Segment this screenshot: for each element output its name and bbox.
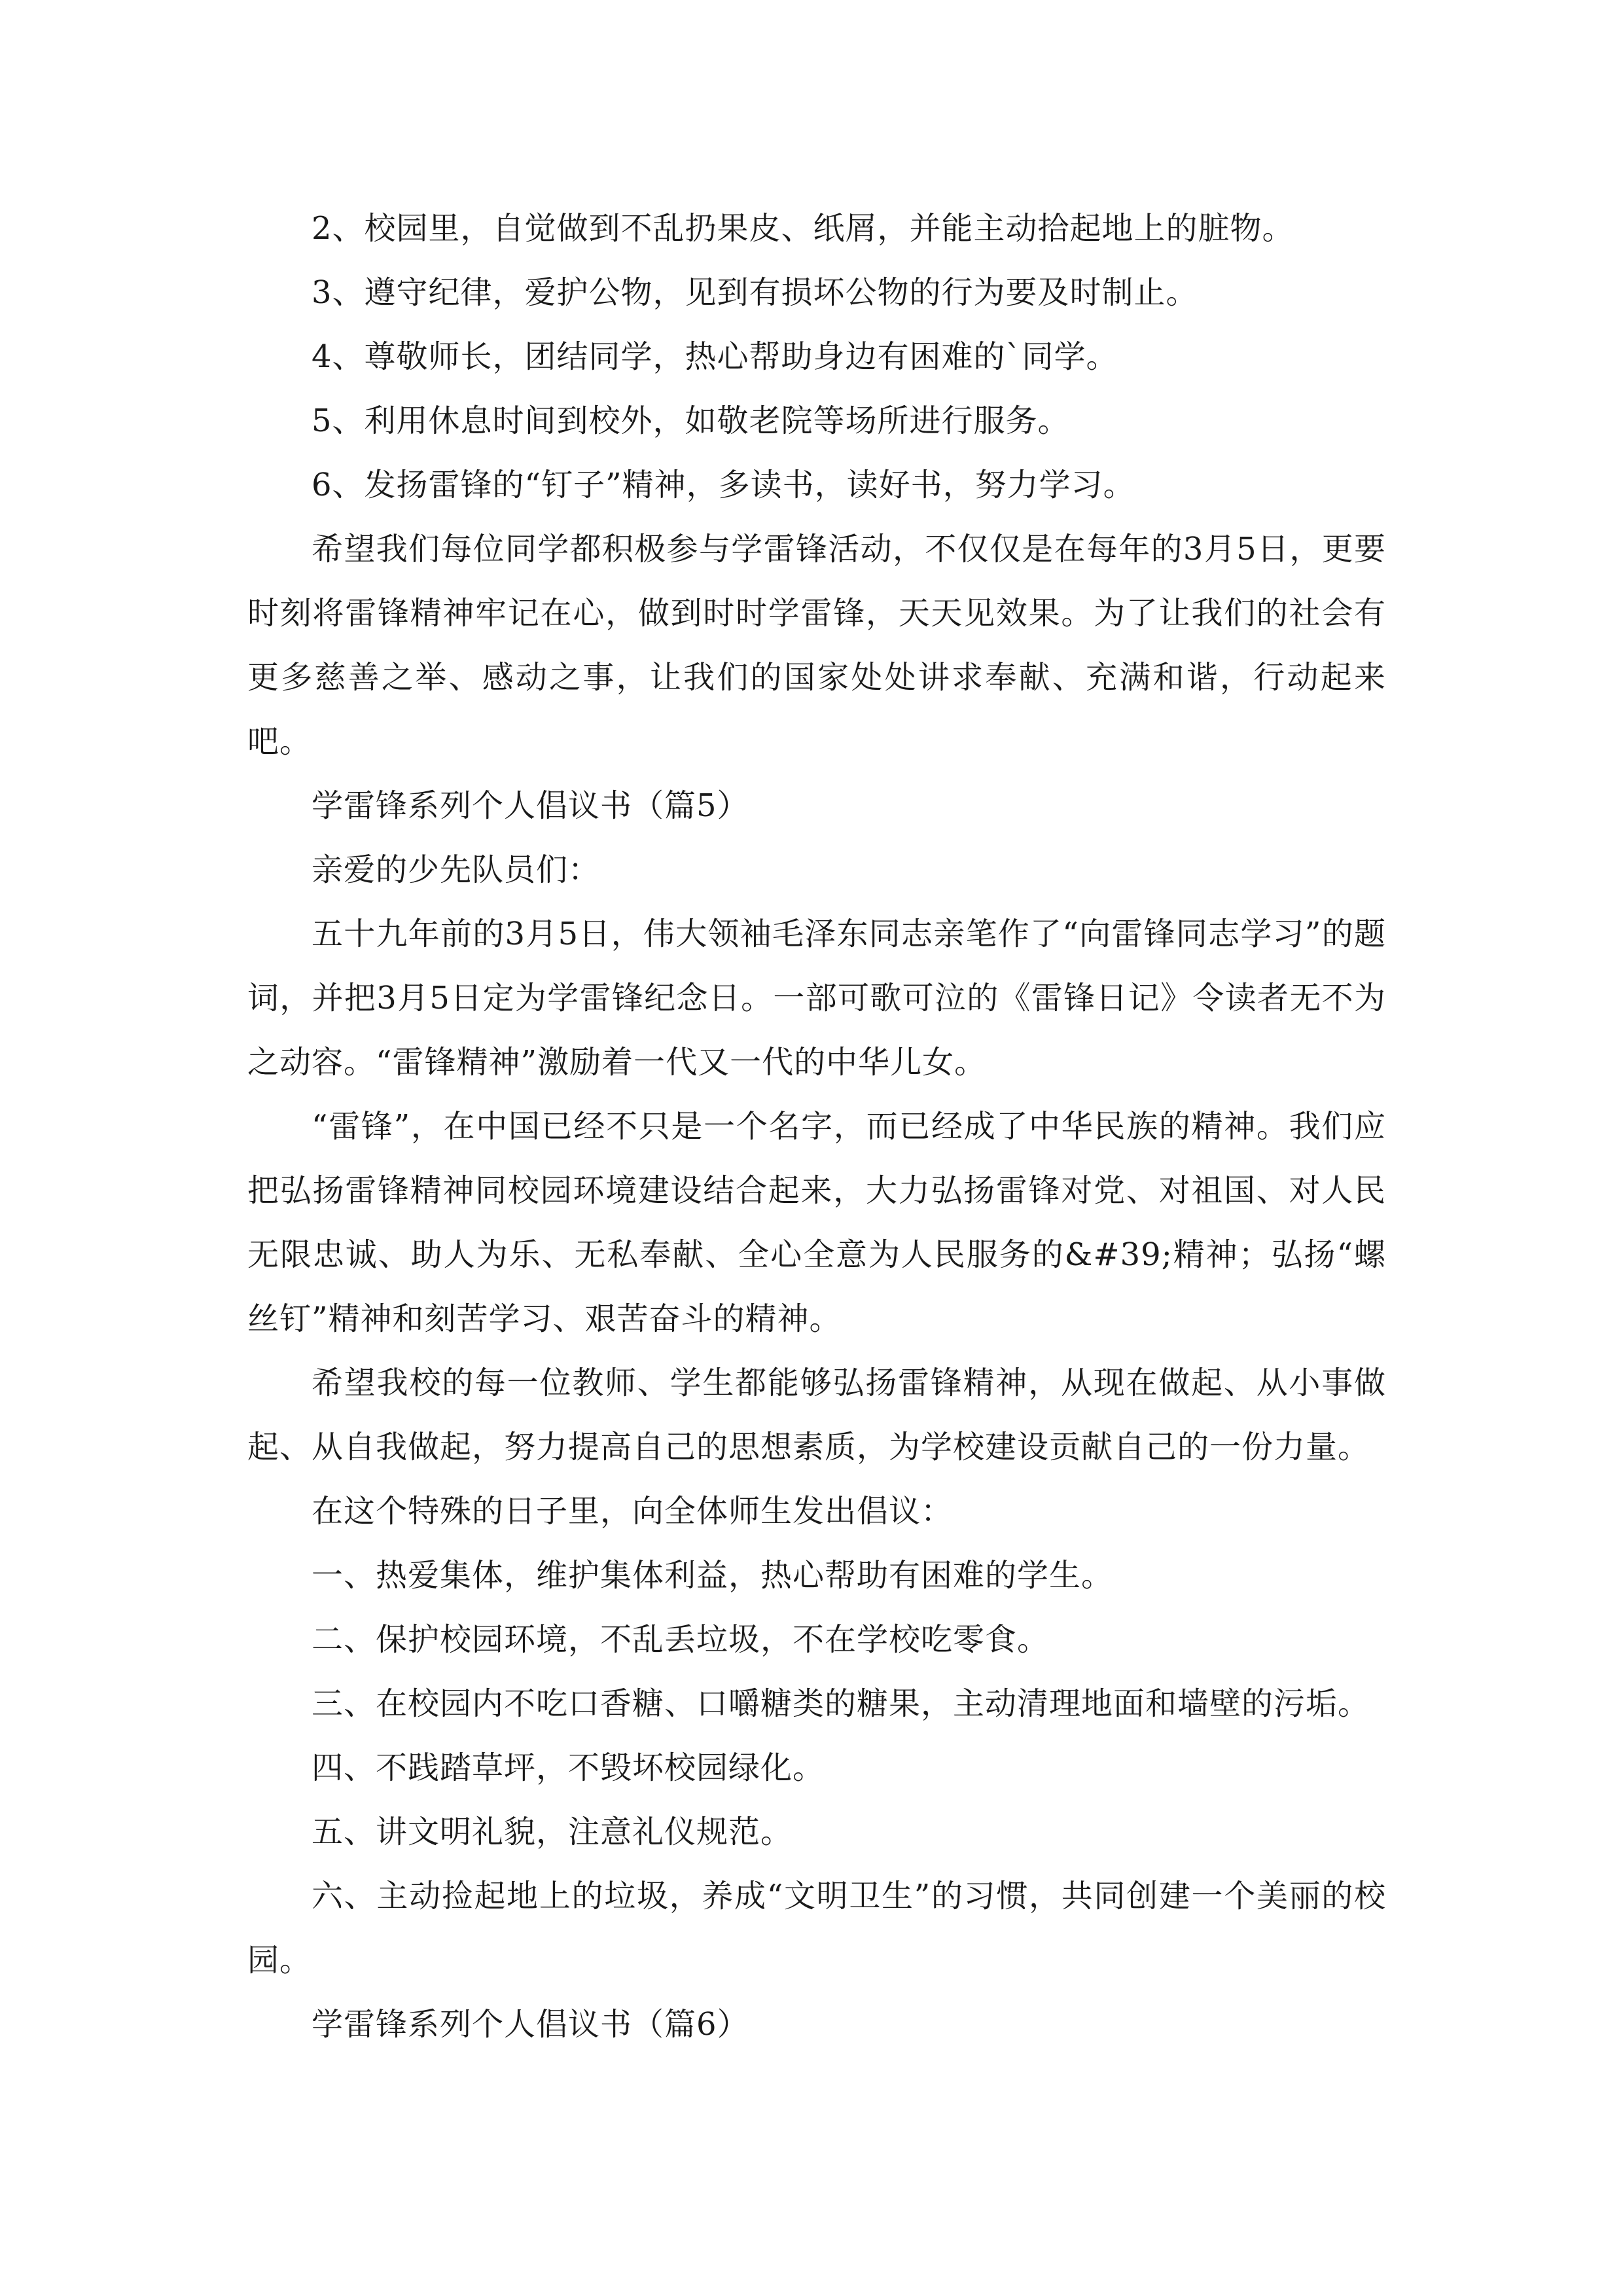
proposal-item-3: 三、在校园内不吃口香糖、口嚼糖类的糖果，主动清理地面和墙壁的污垢。 [312, 1685, 1370, 1722]
closing-paragraph: 希望我们每位同学都积极参与学雷锋活动，不仅仅是在每年的3月5日，更要时刻将雷锋精神牢记在心，做到时时学雷锋，天天见效果。为了让我们的社会有更多慈善之举、感动之事，让我们的国家处处讲求奉献、充满和谐，行动起来吧。 [247, 531, 1386, 760]
paragraph-proposal-intro: 在这个特殊的日子里，向全体师生发出倡议： [312, 1493, 954, 1530]
list-item-5: 5、利用休息时间到校外，如敬老院等场所进行服务。 [312, 403, 1070, 439]
proposal-item-1: 一、热爱集体，维护集体利益，热心帮助有困难的学生。 [312, 1557, 1114, 1594]
list-item-3: 3、遵守纪律，爱护公物，见到有损坏公物的行为要及时制止。 [312, 274, 1198, 311]
section-title-5: 学雷锋系列个人倡议书（篇5） [312, 787, 749, 824]
paragraph-hope: 希望我校的每一位教师、学生都能够弘扬雷锋精神，从现在做起、从小事做起、从自我做起，努力提高自己的思想素质，为学校建设贡献自己的一份力量。 [247, 1365, 1386, 1465]
proposal-item-4: 四、不践踏草坪，不毁坏校园绿化。 [312, 1749, 825, 1786]
document-body [247, 196, 1386, 2056]
proposal-item-5: 五、讲文明礼貌，注意礼仪规范。 [312, 1814, 793, 1850]
proposal-item-2: 二、保护校园环境，不乱丢垃圾，不在学校吃零食。 [312, 1621, 1050, 1658]
list-item-4: 4、尊敬师长，团结同学，热心帮助身边有困难的`同学。 [312, 338, 1118, 375]
paragraph-history: 五十九年前的3月5日，伟大领袖毛泽东同志亲笔作了“向雷锋同志学习”的题词，并把3月5日定为学雷锋纪念日。一部可歌可泣的《雷锋日记》令读者无不为之动容。“雷锋精神”激励着一代又一代的中华儿女。 [247, 916, 1386, 1081]
list-item-6: 6、发扬雷锋的“钉子”精神，多读书，读好书，努力学习。 [312, 467, 1135, 503]
paragraph-spirit: “雷锋”，在中国已经不只是一个名字，而已经成了中华民族的精神。我们应把弘扬雷锋精神同校园环境建设结合起来，大力弘扬雷锋对党、对祖国、对人民无限忠诚、助人为乐、无私奉献、全心全意为人民服务的&#39;精神；弘扬“螺丝钉”精神和刻苦学习、艰苦奋斗的精神。 [247, 1108, 1386, 1337]
proposal-item-6: 六、主动捡起地上的垃圾，养成“文明卫生”的习惯，共同创建一个美丽的校园。 [247, 1878, 1386, 1979]
list-item-2: 2、校园里，自觉做到不乱扔果皮、纸屑，并能主动拾起地上的脏物。 [312, 210, 1294, 247]
section-title-6: 学雷锋系列个人倡议书（篇6） [312, 2006, 749, 2043]
salutation: 亲爱的少先队员们： [312, 852, 601, 888]
